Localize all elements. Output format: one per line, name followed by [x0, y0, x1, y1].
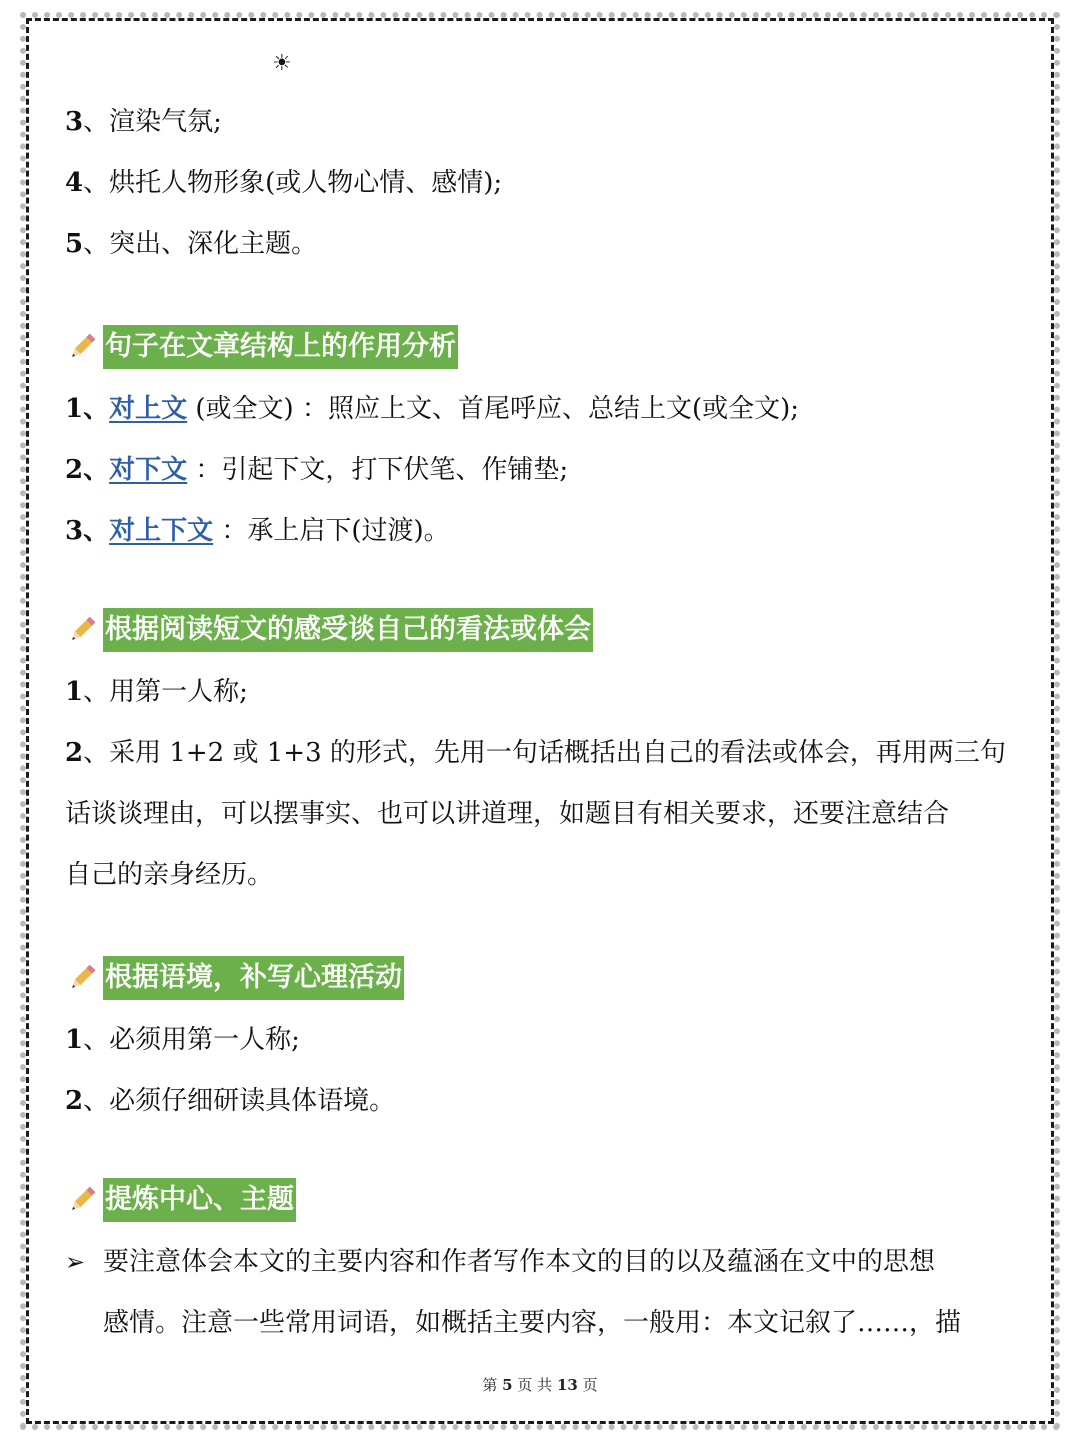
- list-item: 2、必须仔细研读具体语境。: [65, 1086, 396, 1116]
- document-body: [65, 92, 1005, 1354]
- link-below-text[interactable]: 对下文: [109, 455, 188, 485]
- pencil-icon: [65, 961, 99, 995]
- list-item: 4、烘托人物形象(或人物心情、感情);: [65, 168, 503, 198]
- paragraph-line: 要注意体会本文的主要内容和作者写作本文的目的以及蕴涵在文中的思想: [103, 1247, 936, 1277]
- list-item: 1、用第一人称;: [65, 677, 248, 707]
- current-page: 5: [502, 1376, 513, 1394]
- paragraph-line: 自己的亲身经历。: [65, 860, 274, 890]
- section-title: 提炼中心、主题: [103, 1178, 296, 1222]
- sun-icon: ☀: [272, 51, 292, 76]
- section-title: 根据阅读短文的感受谈自己的看法或体会: [103, 608, 593, 652]
- list-item: 1、对上文 (或全文) ：照应上文、首尾呼应、总结上文(或全文);: [65, 394, 799, 424]
- list-item: 1、必须用第一人称;: [65, 1025, 300, 1055]
- link-context-text[interactable]: 对上下文: [109, 516, 214, 546]
- section-heading: [65, 606, 1005, 654]
- section-heading: [65, 954, 1005, 1002]
- section-heading: [65, 1176, 1005, 1224]
- section-heading: [65, 323, 1005, 371]
- arrow-bullet-icon: ➢: [65, 1248, 86, 1276]
- total-pages: 13: [556, 1376, 578, 1394]
- bullet-paragraph: [65, 1232, 1005, 1354]
- list-item: 3、对上下文 ：承上启下(过渡)。: [65, 516, 450, 546]
- paragraph-line: 感情。注意一些常用词语，如概括主要内容，一般用：本文记叙了……，描: [103, 1308, 962, 1338]
- list-item: 2、采用 1+2 或 1+3 的形式，先用一句话概括出自己的看法或体会，再用两三句: [65, 738, 1006, 768]
- list-item: 3、渲染气氛;: [65, 107, 222, 137]
- page-footer: 第 5 页 共 13 页: [482, 1376, 598, 1394]
- paragraph-line: 话谈谈理由，可以摆事实、也可以讲道理，如题目有相关要求，还要注意结合: [65, 799, 950, 829]
- list-item: 2、对下文 ：引起下文，打下伏笔、作铺垫;: [65, 455, 569, 485]
- pencil-icon: [65, 1183, 99, 1217]
- pencil-icon: [65, 613, 99, 647]
- section-title: 根据语境，补写心理活动: [103, 956, 404, 1000]
- pencil-icon: [65, 330, 99, 364]
- list-item: 5、突出、深化主题。: [65, 229, 318, 259]
- link-above-text[interactable]: 对上文: [109, 394, 188, 424]
- section-title: 句子在文章结构上的作用分析: [103, 325, 458, 369]
